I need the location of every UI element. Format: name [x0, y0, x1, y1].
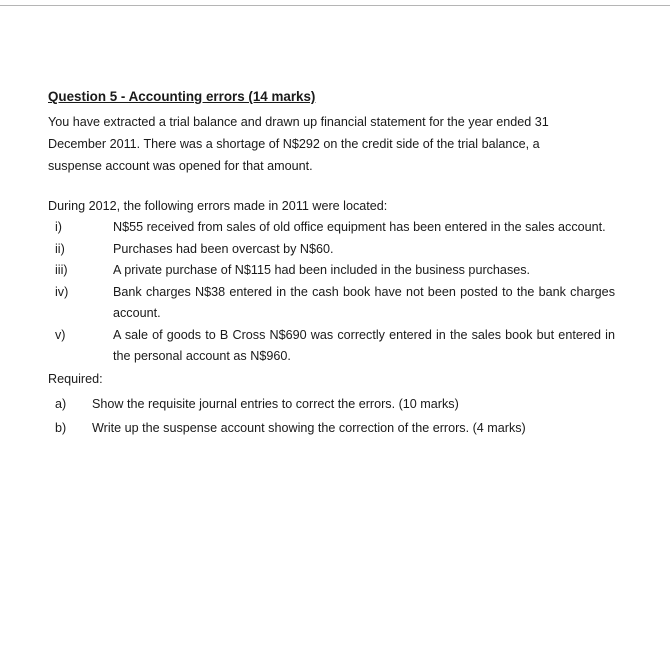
error-number: iv) [55, 284, 69, 299]
error-text: N$55 received from sales of old office equipment has been entered in the sales account. [113, 220, 606, 234]
error-item [48, 260, 628, 282]
error-number: v) [55, 327, 66, 342]
error-text: Bank charges N$38 entered in the cash book have not been posted to the bank charges account. [113, 284, 615, 320]
intro-line: suspense account was opened for that amount. [48, 159, 313, 173]
requirement-letter: b) [55, 420, 67, 435]
required-label: Required: [48, 371, 103, 386]
error-item [48, 325, 628, 368]
errors-list [48, 217, 628, 368]
requirement-text: Write up the suspense account showing the correction of the errors. (4 marks) [92, 420, 526, 435]
requirement-text: Show the requisite journal entries to correct the errors. (10 marks) [92, 396, 459, 411]
error-number: ii) [55, 241, 65, 256]
error-text: A private purchase of N$115 had been included in the business purchases. [113, 263, 531, 277]
requirement-item [48, 416, 628, 440]
question-section [48, 88, 628, 440]
error-item [48, 282, 628, 325]
error-number: i) [55, 220, 62, 234]
errors-intro: During 2012, the following errors made in 2011 were located: [48, 199, 388, 213]
intro-line: You have extracted a trial balance and drawn up financial statement for the year ended 31 [48, 115, 549, 129]
top-divider [0, 5, 670, 6]
error-text: A sale of goods to B Cross N$690 was correctly entered in the sales book but entered in the personal account as N$960. [113, 327, 615, 363]
error-text: Purchases had been overcast by N$60. [113, 241, 334, 256]
requirement-letter: a) [55, 396, 67, 411]
intro-line: December 2011. There was a shortage of N$292 on the credit side of the trial balance, a [48, 137, 540, 151]
requirements-list [48, 392, 628, 440]
error-number: iii) [55, 263, 68, 277]
error-item [48, 239, 628, 261]
error-item [48, 217, 628, 239]
requirement-item [48, 392, 628, 416]
question-title: Question 5 - Accounting errors (14 marks) [48, 89, 316, 104]
intro-paragraph [48, 111, 628, 177]
